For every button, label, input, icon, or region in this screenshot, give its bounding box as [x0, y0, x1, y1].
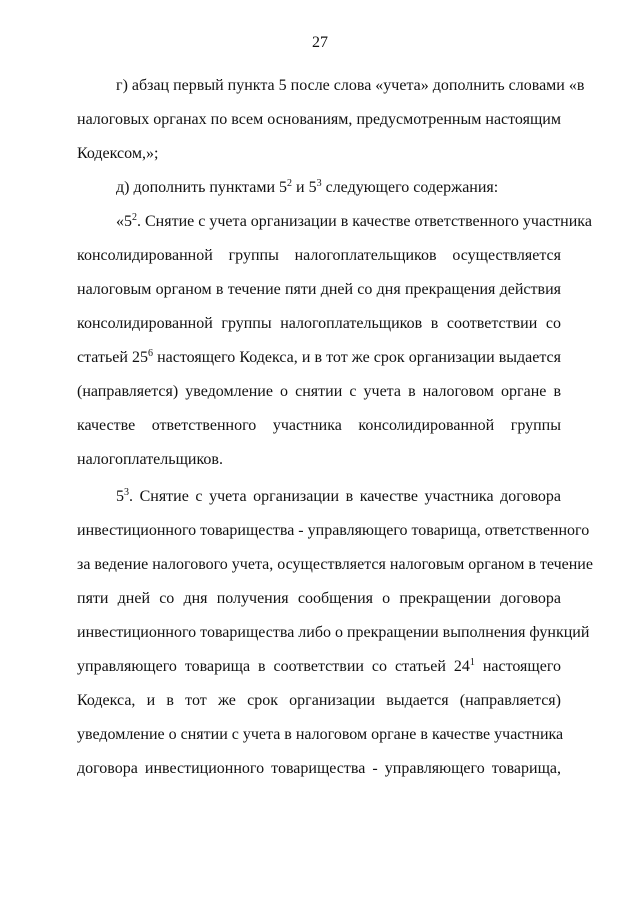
text-line: управляющего товарища в соответствии со статьей $24^1$ настоящего — [77, 657, 562, 675]
superscript: 2 — [287, 178, 293, 189]
text-line: $5^3$. Снятие с учета организации в качестве участника договора — [116, 487, 561, 505]
text-line: налоговым органом в течение пяти дней со дня прекращения действия — [77, 281, 561, 298]
superscript: 1 — [469, 657, 475, 668]
text-line: за ведение налогового учета, осуществляется налоговым органом в течение — [77, 556, 593, 573]
text-line: Кодексом,»; — [77, 145, 159, 162]
text-line: г) абзац первый пункта 5 после слова «учета» дополнить словами «в — [116, 77, 585, 94]
text-line: (направляется) уведомление о снятии с учета в налоговом органе в — [77, 383, 561, 400]
text-line: «$5^2$. Снятие с учета организации в качестве ответственного участника — [116, 212, 592, 230]
text-line: консолидированной группы налогоплательщиков в соответствии со — [77, 315, 561, 332]
text-line: д) дополнить пунктами $5^2$ и $5^3$ следующего содержания: — [116, 178, 499, 196]
text-line: налогоплательщиков. — [77, 451, 223, 468]
text-line: инвестиционного товарищества - управляющего товарища, ответственного — [77, 522, 590, 539]
page-number: 27 — [312, 34, 328, 51]
text-line: Кодекса, и в тот же срок организации выдается (направляется) — [77, 692, 561, 709]
superscript: 2 — [132, 212, 137, 223]
text-line: налоговых органах по всем основаниям, предусмотренным настоящим — [77, 111, 561, 128]
superscript: 6 — [148, 348, 154, 359]
text-line: пяти дней со дня получения сообщения о прекращении договора — [77, 590, 561, 607]
text-line: статьей $25^6$ настоящего Кодекса, и в тот же срок организации выдается — [77, 348, 562, 366]
text-line: уведомление о снятии с учета в налоговом органе в качестве участника — [77, 726, 564, 743]
text-line: консолидированной группы налогоплательщиков осуществляется — [77, 247, 561, 264]
superscript: 3 — [124, 487, 129, 498]
superscript: 3 — [316, 178, 322, 189]
text-line: качестве ответственного участника консолидированной группы — [77, 417, 561, 434]
text-line: инвестиционного товарищества либо о прекращении выполнения функций — [77, 624, 590, 641]
text-line: договора инвестиционного товарищества - управляющего товарища, — [77, 760, 561, 777]
